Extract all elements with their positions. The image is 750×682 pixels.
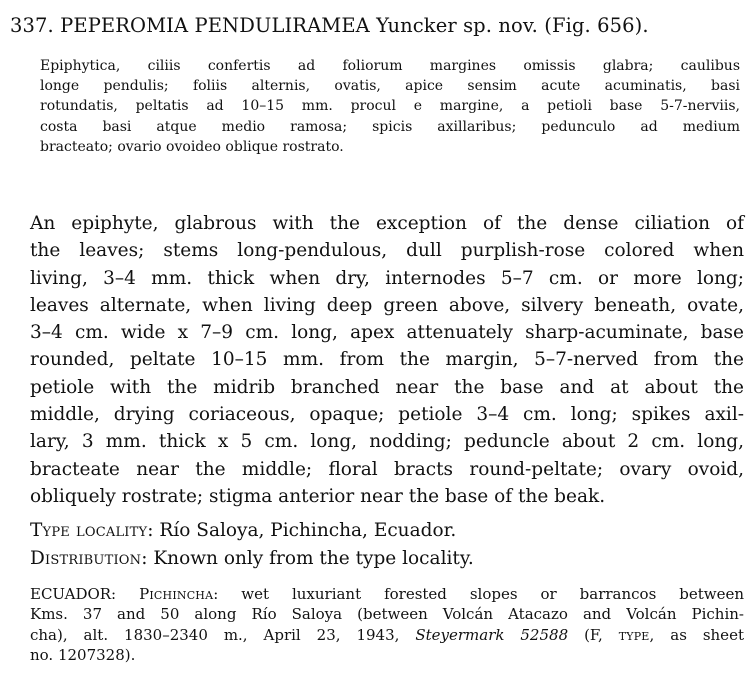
specimen-line: no. 1207328). xyxy=(30,645,136,664)
latin-line: bracteato; ovario ovoideo oblique rostrato. xyxy=(40,138,344,155)
province: Pichincha xyxy=(139,585,214,603)
description-line: leaves alternate, when living deep green above, silvery beneath, ovate, xyxy=(30,294,744,316)
description-line: obliquely rostrate; stigma anterior near the base of the beak. xyxy=(30,485,606,507)
latin-line: rotundatis, peltatis ad 10–15 mm. procul e margine, a petioli base 5-7-nerviis, xyxy=(40,98,740,115)
species-number: 337. xyxy=(10,14,54,37)
english-description xyxy=(30,210,744,510)
description-line: middle, drying coriaceous, opaque; petiole 3–4 cm. long; spikes axil- xyxy=(30,404,744,426)
latin-diagnosis xyxy=(40,56,740,157)
distribution-value: : Known only from the type locality. xyxy=(141,548,474,569)
description-line: the leaves; stems long-pendulous, dull purplish-rose colored when xyxy=(30,240,744,262)
collector-number: Steyermark 52588 xyxy=(415,625,569,644)
specimen-line3-c: , as sheet xyxy=(649,625,744,644)
specimen-line xyxy=(30,584,744,604)
type-locality-value: : Río Saloya, Pichincha, Ecuador. xyxy=(147,520,457,541)
specimen-citation xyxy=(30,584,744,665)
type-locality xyxy=(30,517,744,545)
description-line: 3–4 cm. wide x 7–9 cm. long, apex attenuately sharp-acuminate, base xyxy=(30,322,744,344)
description-line: An epiphyte, glabrous with the exception of the dense ciliation of xyxy=(30,213,744,234)
species-name: PEPEROMIA PENDULIRAMEA xyxy=(60,14,370,37)
figure-reference: (Fig. 656). xyxy=(544,14,649,37)
specimen-line xyxy=(30,625,744,645)
description-line: rounded, peltate 10–15 mm. from the margin, 5–7-nerved from the xyxy=(30,349,744,371)
country: ECUADOR: xyxy=(30,585,117,603)
latin-line: costa basi atque medio ramosa; spicis axillaribus; pedunculo ad medium xyxy=(40,118,740,135)
description-line: living, 3–4 mm. thick when dry, internodes 5–7 cm. or more long; xyxy=(30,267,744,289)
specimen-line3-b: (F, xyxy=(584,625,603,644)
type-word: type xyxy=(618,625,650,644)
description-line: bracteate near the middle; floral bracts round-peltate; ovary ovoid, xyxy=(30,458,744,480)
latin-line: longe pendulis; foliis alternis, ovatis, apice sensim acute acuminatis, basi xyxy=(40,78,740,95)
latin-line: Epiphytica, ciliis confertis ad foliorum margines omissis glabra; caulibus xyxy=(40,58,740,74)
species-heading xyxy=(10,14,738,38)
distribution-label: Distribution xyxy=(30,548,142,569)
specimen-line: Kms. 37 and 50 along Río Saloya (between Volcán Atacazo and Volcán Pichin- xyxy=(30,605,744,624)
species-author: Yuncker sp. nov. xyxy=(376,14,538,37)
distribution xyxy=(30,545,744,573)
specimen-line1-rest: : wet luxuriant forested slopes or barrancos between xyxy=(213,585,744,603)
type-locality-label: Type locality xyxy=(30,520,148,541)
description-line: lary, 3 mm. thick x 5 cm. long, nodding; peduncle about 2 cm. long, xyxy=(30,431,744,453)
description-line: petiole with the midrib branched near the base and at about the xyxy=(30,376,744,398)
specimen-line3-a: cha), alt. 1830–2340 m., April 23, 1943, xyxy=(30,625,400,644)
